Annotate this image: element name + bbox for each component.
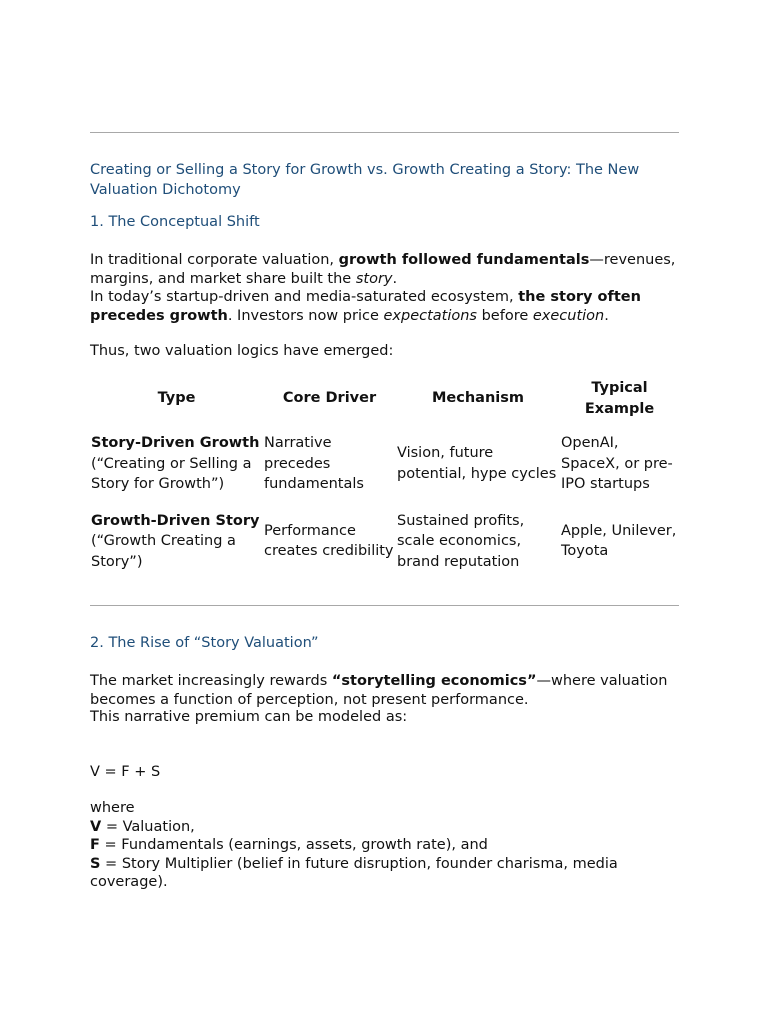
horizontal-rule-middle bbox=[90, 605, 679, 606]
table-header-cell: Mechanism bbox=[432, 390, 524, 407]
emphasis-bold: “storytelling economics” bbox=[331, 673, 537, 689]
table-cell-example: Apple, Unilever, Toyota bbox=[561, 522, 677, 560]
section-1-paragraph-2: In today’s startup-driven and media-saturated ecosystem, the story often precedes growth. Investors now price expectations before execution. bbox=[90, 289, 641, 324]
formula-definitions bbox=[90, 799, 679, 892]
table-cell-driver: Performance creates credibility bbox=[264, 522, 394, 560]
section-2-paragraph-1: The market increasingly rewards “storytelling economics”—where valuation becomes a function of perception, not present performance. bbox=[90, 673, 668, 708]
emphasis-italic: execution bbox=[532, 307, 605, 324]
section-2-paragraph-2: This narrative premium can be modeled as: bbox=[90, 709, 408, 725]
table-header-row bbox=[90, 374, 679, 423]
valuation-logic-table bbox=[90, 374, 679, 578]
table-header-cell: Core Driver bbox=[282, 390, 377, 407]
section-2-heading: 2. The Rise of “Story Valuation” bbox=[90, 635, 319, 651]
table-cell-driver: Narrative precedes fundamentals bbox=[264, 435, 364, 492]
definition-f: F = Fundamentals (earnings, assets, growth rate), and bbox=[90, 837, 488, 853]
emphasis-bold: the story often precedes growth bbox=[90, 289, 641, 324]
horizontal-rule-top bbox=[90, 132, 679, 133]
section-1-paragraph-3: Thus, two valuation logics have emerged: bbox=[90, 343, 394, 359]
emphasis-bold: growth followed fundamentals bbox=[338, 252, 590, 268]
emphasis-italic: story bbox=[355, 270, 393, 287]
table-cell-mechanism: Vision, future potential, hype cycles bbox=[397, 445, 557, 482]
table-row bbox=[90, 505, 679, 579]
where-label: where bbox=[90, 800, 135, 816]
table-cell-example: OpenAI, SpaceX, or pre-IPO startups bbox=[561, 435, 673, 492]
definition-s: S = Story Multiplier (belief in future disruption, founder charisma, media coverage). bbox=[90, 855, 618, 890]
table-header-cell: Type bbox=[157, 390, 196, 407]
valuation-formula: V = F + S bbox=[90, 764, 161, 780]
section-1-heading: 1. The Conceptual Shift bbox=[90, 214, 260, 230]
table-header-cell: Typical Example bbox=[584, 380, 655, 417]
section-1-paragraph-1: In traditional corporate valuation, growth followed fundamentals—revenues, margins, and market share built the story. bbox=[90, 252, 676, 287]
emphasis-italic: expectations bbox=[383, 307, 477, 324]
table-cell-mechanism: Sustained profits, scale economics, brand reputation bbox=[397, 512, 525, 570]
definition-v: V = Valuation, bbox=[90, 818, 195, 835]
table-row bbox=[90, 423, 679, 505]
table-cell-type: Story-Driven Growth (“Creating or Selling a Story for Growth”) bbox=[91, 435, 260, 492]
table-cell-type: Growth-Driven Story (“Growth Creating a Story”) bbox=[91, 512, 260, 570]
document-title: Creating or Selling a Story for Growth vs. Growth Creating a Story: The New Valuation Dichotomy bbox=[90, 162, 640, 198]
